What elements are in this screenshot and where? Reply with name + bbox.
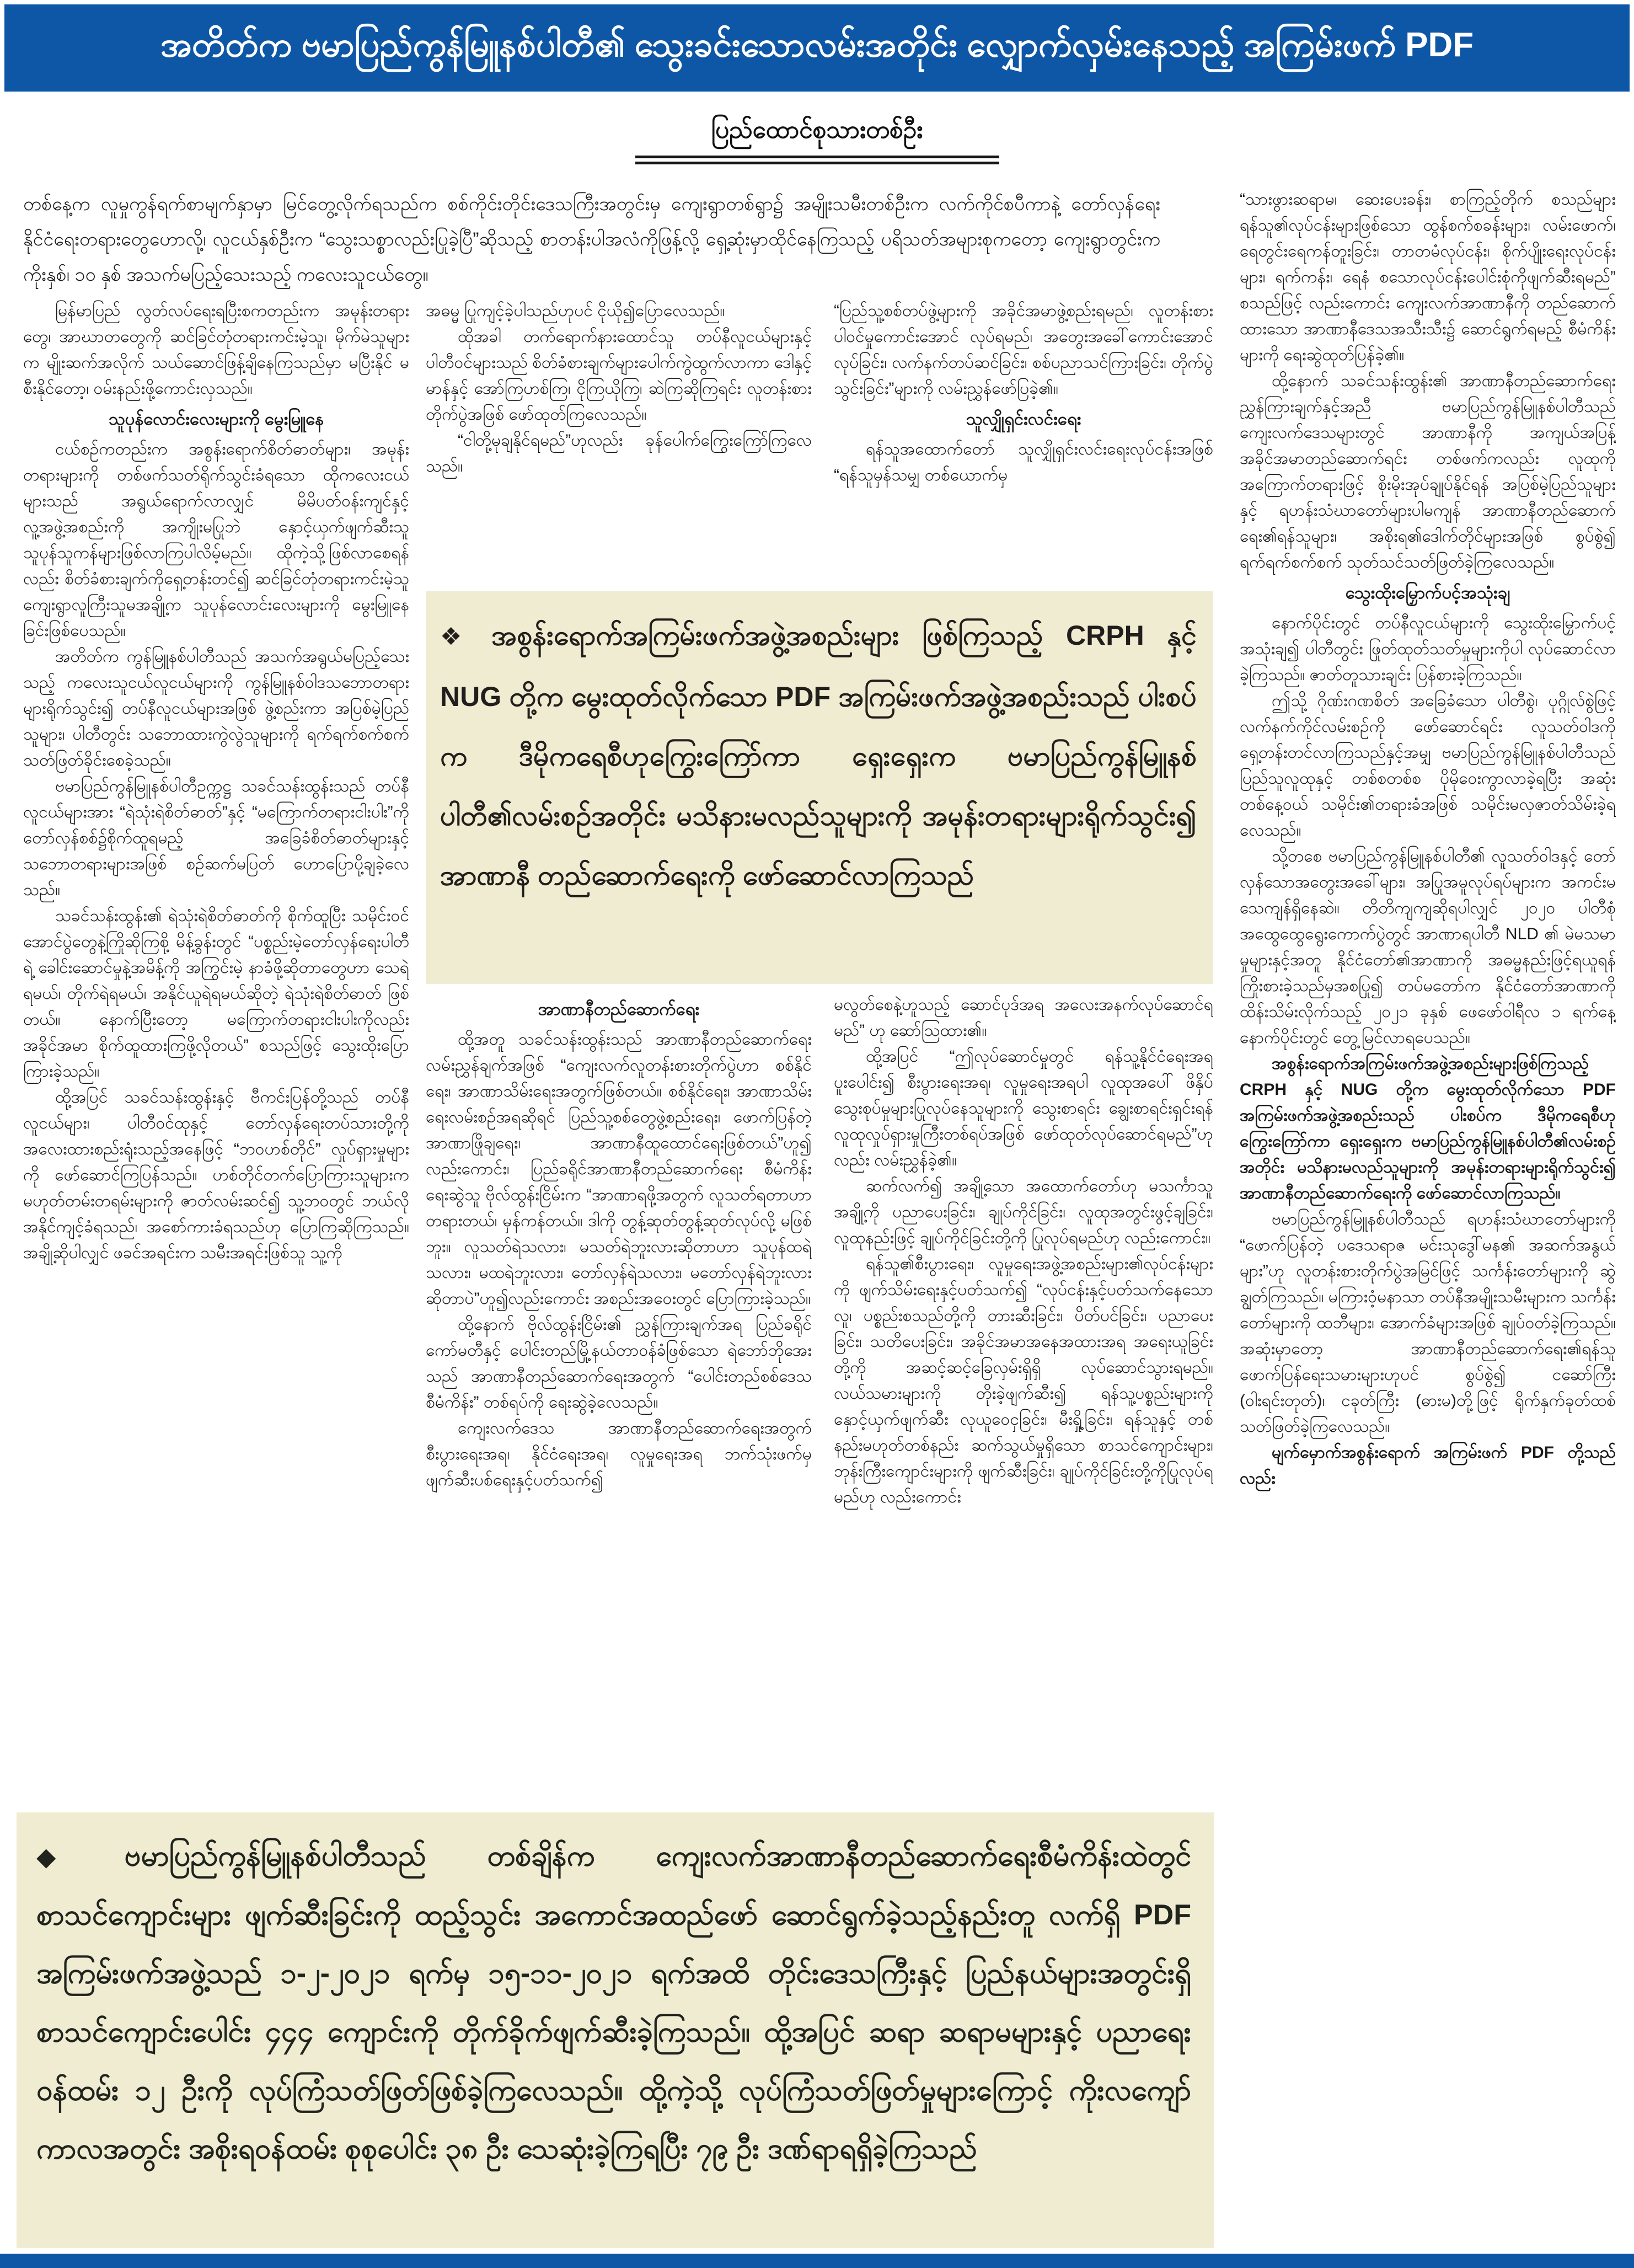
paragraph: “ပြည်သူ့စစ်တပ်ဖွဲ့များကို အခိုင်အမာဖွဲ့စည်းရမည်၊ လူတန်းစားပါဝင်မှုကောင်းအောင် လုပ်ရမည်၊ အတွေးအခေါ်ကောင်းအောင်လုပ်ခြင်း၊ လက်နက်တပ်ဆင်ခြင်း၊ စစ်ပညာသင်ကြားခြင်း၊ တိုက်ပွဲသွင်းခြင်း”များကို လမ်းညွှန်ဖော်ပြခဲ့၏။ bbox=[834, 302, 1213, 398]
column-3-lower bbox=[834, 992, 1213, 1862]
column-2-upper bbox=[426, 298, 812, 586]
paragraph: “သားဖွားဆရာမ၊ ဆေးပေးခန်း၊ စာကြည့်တိုက် စသည်များ ရန်သူ၏လုပ်ငန်းများဖြစ်သော ထွန်စက်စခန်းများ၊ လမ်းဖောက်၊ ရေတွင်းရေကန်တူးခြင်း၊ တာတမံလုပ်ငန်း၊ စိုက်ပျိုးရေးလုပ်ငန်းများ၊ ရက်ကန်း၊ ရေနံ စသောလုပ်ငန်းပေါင်းစုံကိုဖျက်ဆီးရမည်” စသည်ဖြင့် လည်းကောင်း ကျေးလက်အာဏာနီကို တည်ဆောက်ထားသော အာဏာနီဒေသအသီးသီး၌ ဆောင်ရွက်ရမည့် စီမံကိန်းများကို ရေးဆွဲထုတ်ပြန်ခဲ့၏။ bbox=[1240, 190, 1616, 364]
paragraph: ဤသို့ ဂိုဏ်းဂဏစိတ် အခြေခံသော ပါတီစွဲ၊ ပုဂ္ဂိုလ်စွဲဖြင့် လက်နက်ကိုင်လမ်းစဉ်ကို ဖော်ဆောင်ရင်း လူသတ်ဝါဒကိုရှေ့တန်းတင်လာကြသည်နှင့်အမျှ ဗမာပြည်ကွန်မြူနစ်ပါတီသည် ပြည်သူလူထုနှင့် တစ်စတစ်စ ပိုမိုဝေးကွာလာခဲ့ရပြီး အဆုံးတစ်နေ့ဝယ် သမိုင်း၏တရားခံအဖြစ် သမိုင်းမလှဇာတ်သိမ်းခဲ့ရလေသည်။ bbox=[1240, 692, 1616, 839]
paragraph: ရန်သူ၏စီးပွားရေး၊ လူမှုရေးအဖွဲ့အစည်းများ၏လုပ်ငန်းများကို ဖျက်သိမ်းရေးနှင့်ပတ်သက်၍ “လုပ်ငန်းနှင့်ပတ်သက်နေသော လူ၊ ပစ္စည်းစသည်တို့ကို တားဆီးခြင်း၊ ပိတ်ပင်ခြင်း၊ ပညာပေးခြင်း၊ သတိပေးခြင်း၊ အခိုင်အမာအနေအထားအရ အရေးယူခြင်းတို့ကို အဆင့်ဆင့်ခြေလှမ်းရှိရှိ လုပ်ဆောင်သွားရမည်။ လယ်သမားများကို တိုးခဲ့ဖျက်ဆီး၍ ရန်သူ့ပစ္စည်းများကို နှောင့်ယှက်ဖျက်ဆီး လုယူဝေငှခြင်း၊ မီးရှို့ခြင်း၊ ရန်သူနှင့် တစ်နည်းမဟုတ်တစ်နည်း ဆက်သွယ်မှုရှိသော စာသင်ကျောင်းများ၊ ဘုန်းကြီးကျောင်းများကို ဖျက်ဆီးခြင်း၊ ချုပ်ကိုင်ခြင်းတို့ကိုပြုလုပ်ရမည်ဟု လည်းကောင်း bbox=[834, 1255, 1213, 1506]
bottom-callout-text: ဗမာပြည်ကွန်မြူနစ်ပါတီသည် တစ်ချိန်က ကျေးလက်အာဏာနီတည်ဆောက်ရေးစီမံကိန်းထဲတွင် စာသင်ကျောင်းများ ဖျက်ဆီးခြင်းကို ထည့်သွင်း အကောင်အထည်ဖော် ဆောင်ရွက်ခဲ့သည့်နည်းတူ လက်ရှိ PDF အကြမ်းဖက်အဖွဲ့သည် ၁-၂-၂၀၂၁ ရက်မှ ၁၅-၁၁-၂၀၂၁ ရက်အထိ တိုင်းဒေသကြီးနှင့် ပြည်နယ်များအတွင်းရှိ စာသင်ကျောင်းပေါင်း ၄၄၄ ကျောင်းကို တိုက်ခိုက်ဖျက်ဆီးခဲ့ကြသည်။ ထို့အပြင် ဆရာ ဆရာမများနှင့် ပညာရေးဝန်ထမ်း ၁၂ ဦးကို လုပ်ကြံသတ်ဖြတ်ဖြစ်ခဲ့ကြလေသည်။ ထို့ကဲ့သို့ လုပ်ကြံသတ်ဖြတ်မှုများကြောင့် ကိုးလကျော်ကာလအတွင်း အစိုးရဝန်ထမ်း စုစုပေါင်း ၃၈ ဦး သေဆုံးခဲ့ကြရပြီး ၇၉ ဦး ဒဏ်ရာရရှိခဲ့ကြသည် bbox=[36, 1840, 1191, 2165]
highlight-callout-text: အစွန်းရောက်အကြမ်းဖက်အဖွဲ့အစည်းများ ဖြစ်ကြသည့် CRPH နှင့် NUG တို့က မွေးထုတ်လိုက်သော PDF အကြမ်းဖက်အဖွဲ့အစည်းသည် ပါးစပ်က ဒီမိုကရေစီဟုကြွေးကြော်ကာ ရှေးရှေးက ဗမာပြည်ကွန်မြူနစ်ပါတီ၏လမ်းစဉ်အတိုင်း မသိနားမလည်သူများကို အမုန်းတရားများရိုက်သွင်း၍ အာဏာနီ တည်ဆောက်ရေးကို ဖော်ဆောင်လာကြသည် bbox=[440, 620, 1197, 891]
section-heading: သူလျှိုရှင်းလင်းရေး bbox=[966, 409, 1081, 429]
byline-underline bbox=[635, 156, 999, 164]
paragraph: ဆက်လက်၍ အချို့သော အထောက်တော်ဟု မသင်္ကာသူအချို့ကို ပညာပေးခြင်း၊ ချုပ်ကိုင်ခြင်း၊ လူထုအတွင်းဖွင့်ချခြင်း၊ လူထုနည်းဖြင့် ချုပ်ကိုင်ခြင်းတို့ကို ပြုလုပ်ရမည်ဟု လည်းကောင်း။ bbox=[834, 1177, 1213, 1247]
paragraph: မလွတ်စေနဲ့ဟူသည့် ဆောင်ပုဒ်အရ အလေးအနက်လုပ်ဆောင်ရမည်” ဟု ဆော်ဩထား၏။ bbox=[834, 996, 1213, 1040]
diamond-bullet-icon: ◆ bbox=[36, 1842, 109, 1871]
section-heading: အာဏာနီတည်ဆောက်ရေး bbox=[538, 999, 700, 1019]
paragraph: ထို့နောက် သခင်သန်းထွန်း၏ အာဏာနီတည်ဆောက်ရေးညွှန်ကြားချက်နှင့်အညီ ဗမာပြည်ကွန်မြူနစ်ပါတီသည် ကျေးလက်ဒေသများတွင် အာဏာနီကို အကျယ်အပြန့် အခိုင်အမာတည်ဆောက်ရင်း တစ်ဖက်ကလည်း လူထုကို အကြောက်တရားဖြင့် စိုးမိုးအုပ်ချုပ်နိုင်ရန် အပြစ်မဲ့ပြည်သူများနှင့် ရဟန်းသံဃာတော်များပါမကျန် အာဏာနီတည်ဆောက်ရေး၏ရန်သူများ၊ အစိုးရ၏ဒေါက်တိုင်များအဖြစ် စွပ်စွဲ၍ ရက်ရက်စက်စက် သုတ်သင်သတ်ဖြတ်ခဲ့ကြလေသည်။ bbox=[1240, 372, 1616, 571]
section-heading: သူပုန်လောင်းလေးများကို မွေးမြူနေ bbox=[108, 409, 324, 429]
paragraph: ရန်သူအထောက်တော် သူလျှိုရှင်းလင်းရေးလုပ်ငန်းအဖြစ် “ရန်သူမှန်သမျှ တစ်ယောက်မှ bbox=[834, 440, 1213, 484]
page-banner bbox=[4, 4, 1630, 92]
paragraph: မျက်မှောက်အစွန်းရောက် အကြမ်းဖက် PDF တို့သည်လည်း bbox=[1240, 1443, 1616, 1488]
byline bbox=[0, 115, 1634, 164]
footer-rule-bar bbox=[0, 2254, 1634, 2268]
paragraph: ငယ်စဉ်ကတည်းက အစွန်းရောက်စိတ်ဓာတ်များ၊ အမုန်းတရားများကို တစ်ဖက်သတ်ရိုက်သွင်းခံရသော ထိုကလေးငယ်များသည် အရွယ်ရောက်လာလျှင် မိမိပတ်ဝန်းကျင်နှင့် လူ့အဖွဲ့အစည်းကို အကျိုးမပြုဘဲ နှောင့်ယှက်ဖျက်ဆီးသူ သူပုန်သူကန်များဖြစ်လာကြပါလိမ့်မည်။ ထိုကဲ့သို့ဖြစ်လာစေရန်လည်း စိတ်ခံစားချက်ကိုရှေ့တန်းတင်၍ ဆင်ခြင်တုံတရားကင်းမဲ့သူ ကျေးရွာလူကြီးသူမအချို့က သူပုန်လောင်းလေးများကို မွေးမြူနေခြင်းဖြစ်ပေသည်။ bbox=[23, 440, 409, 640]
paragraph: ထို့အတူ သခင်သန်းထွန်းသည် အာဏာနီတည်ဆောက်ရေးလမ်းညွှန်ချက်အဖြစ် “ကျေးလက်လူတန်းစားတိုက်ပွဲဟာ စစ်နိုင်ရေး၊ အာဏာသိမ်းရေးအတွက်ဖြစ်တယ်။ စစ်နိုင်ရေး၊ အာဏာသိမ်းရေးလမ်းစဉ်အရဆိုရင် ပြည်သူ့စစ်တွေဖွဲ့စည်းရေး၊ ဖောက်ပြန်တဲ့အာဏာဖြိုချရေး၊ အာဏာနီထူထောင်ရေးဖြစ်တယ်”ဟူ၍ လည်းကောင်း၊ ပြည်ခရိုင်အာဏာနီတည်ဆောက်ရေး စီမံကိန်းရေးဆွဲသူ ဗိုလ်ထွန်းငြိမ်းက “အာဏာရဖို့အတွက် လူသတ်ရတာဟာ တရားတယ်၊ မှန်ကန်တယ်။ ဒါကို တွန့်ဆုတ်တွန့်ဆုတ်လုပ်လို့ မဖြစ်ဘူး။ လူသတ်ရဲသလား၊ မသတ်ရဲဘူးလားဆိုတာဟာ သူပုန်ထရဲသလား၊ မထရဲဘူးလား၊ တော်လှန်ရဲသလား၊ မတော်လှန်ရဲဘူးလားဆိုတာပဲ”ဟူ၍လည်းကောင်း အစည်းအဝေးတွင် ပြောကြားခဲ့သည်။ bbox=[426, 1030, 812, 1308]
paragraph: ထိုအခါ တက်ရောက်နားထောင်သူ တပ်နီလူငယ်များနှင့် ပါတီဝင်များသည် စိတ်ခံစားချက်များပေါက်ကွဲထွက်လာကာ ဒေါနှင့်မာန်နှင့် အော်ကြဟစ်ကြ၊ ငိုကြယိုကြ၊ ဆဲကြဆိုကြရင်း လူတန်းစားတိုက်ပွဲအဖြစ် ဖော်ထုတ်ကြလေသည်။ bbox=[426, 328, 812, 424]
paragraph: ထို့နောက် ဗိုလ်ထွန်းငြိမ်း၏ ညွှန်ကြားချက်အရ ပြည်ခရိုင်ကော်မတီနှင့် ပေါင်းတည်မြို့နယ်တာဝန်ခံဖြစ်သော ရဲဘော်ဘိုအေးသည် အာဏာနီတည်ဆောက်ရေးအတွက် “ပေါင်းတည်စစ်ဒေသစီမံကိန်း” တစ်ရပ်ကို ရေးဆွဲခဲ့လေသည်။ bbox=[426, 1315, 812, 1411]
lede-paragraph: တစ်နေ့က လူမှုကွန်ရက်စာမျက်နှာမှာ မြင်တွေ့လိုက်ရသည်က စစ်ကိုင်းတိုင်းဒေသကြီးအတွင်းမှ ကျေးရွာတစ်ရွာ၌ အမျိုးသမီးတစ်ဦးက လက်ကိုင်စပီကာနဲ့ တော်လှန်ရေး နိုင်ငံရေးတရားတွေဟောလို့၊ လူငယ်နှစ်ဦးက “သွေးသစ္စာလည်းပြုခဲ့ပြီ”ဆိုသည့် စာတန်းပါအလံကိုဖြန့်လို့ ရှေ့ဆုံးမှာထိုင်နေကြသည့် ပရိသတ်အများစုကတော့ ကျေးရွာတွင်းက ကိုးနှစ်၊ ၁၀ နှစ် အသက်မပြည့်သေးသည့် ကလေးသူငယ်တွေ။ bbox=[23, 194, 1160, 285]
column-3-upper bbox=[834, 298, 1213, 586]
paragraph: အတိတ်က ကွန်မြူနစ်ပါတီသည် အသက်အရွယ်မပြည့်သေးသည့် ကလေးသူငယ်လူငယ်များကို ကွန်မြူနစ်ဝါဒသဘောတရားများရိုက်သွင်း၍ တပ်နီလူငယ်များအဖြစ် ဖွဲ့စည်းကာ အပြစ်မဲ့ပြည်သူများ၊ ပါတီတွင်း သဘောထားကွဲလွဲသူများကို ရက်ရက်စက်စက် သတ်ဖြတ်ခိုင်းစေခဲ့သည်။ bbox=[23, 648, 409, 769]
paragraph: မြန်မာပြည် လွတ်လပ်ရေးရပြီးစကတည်းက အမုန်းတရားတွေ၊ အာဃာတတွေကို ဆင်ခြင်တုံတရားကင်းမဲ့သူ၊ မိုက်မဲသူများက မျိုးဆက်အလိုက် သယ်ဆောင်ဖြန့်ချိနေကြသည်မှာ မပြီးနိုင် မစီးနိုင်တော့၊ ဝမ်းနည်းဖို့ကောင်းလှသည်။ bbox=[23, 302, 409, 398]
paragraph: ကျေးလက်ဒေသ အာဏာနီတည်ဆောက်ရေးအတွက် စီးပွားရေးအရ၊ နိုင်ငံရေးအရ၊ လူမှုရေးအရ ဘက်သုံးဖက်မှ ဖျက်ဆီးပစ်ရေးနှင့်ပတ်သက်၍ bbox=[426, 1419, 812, 1489]
bottom-callout-box bbox=[17, 1812, 1214, 2248]
paragraph: နောက်ပိုင်းတွင် တပ်နီလူငယ်များကို သွေးထိုးမြှောက်ပင့်အသုံးချ၍ ပါတီတွင်း ဖြုတ်ထုတ်သတ်မှုများကိုပါ လုပ်ဆောင်လာခဲ့ကြသည်။ ဇာတ်တူသားချင်း ပြန်စားခဲ့ကြသည်။ bbox=[1240, 614, 1616, 684]
diamond-bullet-icon: ❖ bbox=[440, 623, 478, 650]
byline-text: ပြည်ထောင်စုသားတစ်ဦး bbox=[711, 116, 923, 143]
paragraph: “ငါတို့မုချနိုင်ရမည်”ဟုလည်း ခုန်ပေါက်ကြွေးကြော်ကြလေသည်။ bbox=[426, 431, 812, 475]
section-heading: သွေးထိုးမြှောက်ပင့်အသုံးချ bbox=[1345, 583, 1510, 602]
column-4 bbox=[1240, 186, 1616, 2240]
paragraph: သို့တစေ ဗမာပြည်ကွန်မြူနစ်ပါတီ၏ လူသတ်ဝါဒနှင့် တော်လှန်သောအတွေးအခေါ်များ၊ အပြုအမူလုပ်ရပ်များက အကင်းမသေကျန်ရှိနေဆဲ။ တိတိကျကျဆိုရပါလျှင် ၂၀၂၀ ပါတီစုံအထွေထွေရွေးကောက်ပွဲတွင် အာဏာရပါတီ NLD ၏ မဲမသမာမှုများနှင့်အတူ နိုင်ငံတော်၏အာဏာကို အဓမ္မနည်းဖြင့်ရယူရန် ကြိုးစားခဲ့သည်မှအစပြု၍ တပ်မတော်က နိုင်ငံတော်အာဏာကို ထိန်းသိမ်းလိုက်သည့် ၂၀၂၁ ခုနှစ် ဖေဖော်ဝါရီလ ၁ ရက်နေ့ နောက်ပိုင်းတွင် တွေ့မြင်လာရပေသည်။ bbox=[1240, 847, 1616, 1047]
paragraph: အဓမ္မ ပြုကျင့်ခဲ့ပါသည်ဟုပင် ငိုယို၍ပြောလေသည်။ bbox=[426, 302, 725, 320]
paragraph: ဗမာပြည်ကွန်မြူနစ်ပါတီဥက္ကဋ္ဌ သခင်သန်းထွန်းသည် တပ်နီလူငယ်များအား “ရဲသုံးရဲစိတ်ဓာတ်”နှင့် “မကြောက်တရားငါးပါး”ကို တော်လှန်စစ်၌စိုက်ထူရမည့် အခြေခံစိတ်ဓာတ်များနှင့် သဘောတရားများအဖြစ် စဉ်ဆက်မပြတ် ဟောပြောပို့ချခဲ့လေသည်။ bbox=[23, 777, 409, 899]
paragraph: ထို့အပြင် သခင်သန်းထွန်းနှင့် ဗီကင်းပြန်တို့သည် တပ်နီလူငယ်များ၊ ပါတီဝင်ထုနှင့် တော်လှန်ရေးတပ်သားတို့ကို အလေးထားစည်းရုံးသည့်အနေဖြင့် “ဘဝဟစ်တိုင်” လှုပ်ရှားမှုများကို ဖော်ဆောင်ကြပြန်သည်။ ဟစ်တိုင်တက်ပြောကြားသူများက မဟုတ်တမ်းတရမ်းများကို ဇာတ်လမ်းဆင်၍ သူ့ဘဝတွင် ဘယ်လိုအနိုင်ကျင့်ခံရသည်၊ အစော်ကားခံရသည်ဟု ပြောကြဆိုကြသည်။ အချို့ဆိုပါလျှင် ဖခင်အရင်းက သမီးအရင်းဖြစ်သူ သူ့ကို bbox=[23, 1088, 409, 1262]
paragraph: ထို့အပြင် “ဤလုပ်ဆောင်မှုတွင် ရန်သူ့နိုင်ငံရေးအရ ပူးပေါင်း၍ စီးပွားရေးအရ၊ လူမှုရေးအရပါ လူထုအပေါ် ဖိနှိပ်သွေးစုပ်မှုများပြုလုပ်နေသူများကို သွေးစာရင်း ချွေးစာရင်းရှင်းရန် လူထုလှုပ်ရှားမှုကြီးတစ်ရပ်အဖြစ် ဖော်ထုတ်လုပ်ဆောင်ရမည်”ဟုလည်း လမ်းညွှန်ခဲ့၏။ bbox=[834, 1047, 1213, 1169]
paragraph: သခင်သန်းထွန်း၏ ရဲသုံးရဲစိတ်ဓာတ်ကို စိုက်ထူပြီး သမိုင်းဝင်အောင်ပွဲတွေနဲ့ကြိုဆိုကြစို့ မိန့်ခွန်းတွင် “ပစ္စည်းမဲ့တော်လှန်ရေးပါတီရဲ့ ခေါင်းဆောင်မှုနဲ့အမိန့်ကို အကြွင်းမဲ့ နာခံဖို့ဆိုတာတွေဟာ သေရဲရမယ်၊ တိုက်ရဲရမယ်၊ အနိုင်ယူရဲရမယ်ဆိုတဲ့ ရဲသုံးရဲစိတ်ဓာတ် ဖြစ်တယ်။ နောက်ပြီးတော့ မကြောက်တရားငါးပါးကိုလည်း အခိုင်အမာ စိုက်ထူထားကြဖို့လိုတယ်” စသည်ဖြင့် သွေးထိုးပြောကြားခဲ့သည်။ bbox=[23, 907, 409, 1080]
banner-title: အတိတ်က ဗမာပြည်ကွန်မြူနစ်ပါတီ၏ သွေးခင်းသောလမ်းအတိုင်း လျှောက်လှမ်းနေသည့် အကြမ်းဖက် PDF bbox=[160, 25, 1474, 64]
paragraph: အစွန်းရောက်အကြမ်းဖက်အဖွဲ့အစည်းများဖြစ်ကြသည့် CRPH နှင့် NUG တို့က မွေးထုတ်လိုက်သော PDF အကြမ်းဖက်အဖွဲ့အစည်းသည် ပါးစပ်က ဒီမိုကရေစီဟု ကြွေးကြော်ကာ ရှေးရှေးက ဗမာပြည်ကွန်မြူနစ်ပါတီ၏လမ်းစဉ်အတိုင်း မသိနားမလည်သူများကို အမုန်းတရားများရိုက်သွင်း၍ အာဏာနီတည်ဆောက်ရေးကို ဖော်ဆောင်လာကြသည်။ bbox=[1240, 1055, 1616, 1202]
column-1 bbox=[23, 298, 409, 1804]
paragraph: ဗမာပြည်ကွန်မြူနစ်ပါတီသည် ရဟန်းသံဃာတော်များကို “ဖောက်ပြန်တဲ့ ပဒေသရာဇ မင်းသုဒွေါ်မန၏ အဆက်အနွယ်များ”ဟု လူတန်းစားတိုက်ပွဲအမြင်ဖြင့် သင်္ကန်းတော်များကို ဆွဲချွတ်ကြသည်။ မကြားဝံ့မနာသာ တပ်နီအမျိုးသမီးများက သင်္ကန်းတော်များကို ထဘီများ၊ အောက်ခံများအဖြစ် ချုပ်ဝတ်ခဲ့ကြသည်။ အဆုံးမှာတော့ အာဏာနီတည်ဆောက်ရေး၏ရန်သူ ဖောက်ပြန်ရေးသမားများဟုပင် စွပ်စွဲ၍ ငဆော်ကြီး (ဝါးရင်းတုတ်)၊ ငခုတ်ကြီး (ဓားမ)တို့ဖြင့် ရိုက်နှက်ခုတ်ထစ်သတ်ဖြတ်ခဲ့ကြလေသည်။ bbox=[1240, 1210, 1616, 1436]
column-2-lower bbox=[426, 992, 812, 1807]
highlight-callout-box bbox=[426, 591, 1213, 984]
